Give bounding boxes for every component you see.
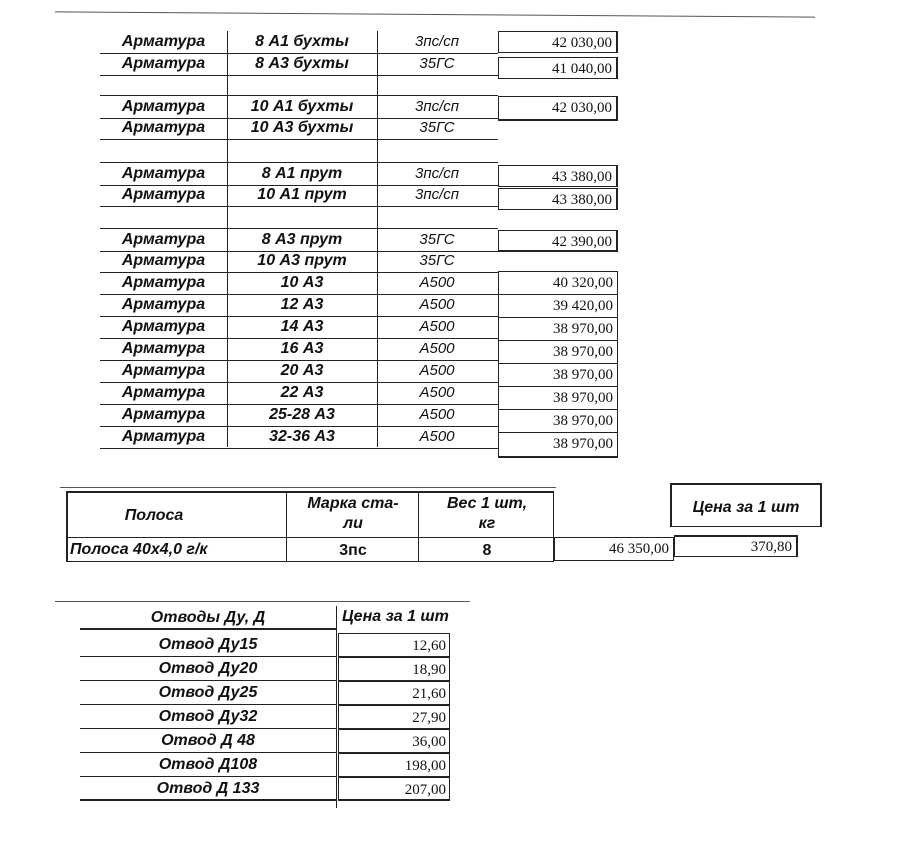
strip-price-total-value: 46 350,00 bbox=[609, 541, 669, 557]
strip-header-grade-line2: ли bbox=[343, 515, 363, 532]
table-row bbox=[100, 95, 498, 119]
elbow-name: Отвод Ду20 bbox=[80, 657, 336, 681]
rebar-price: 38 970,00 bbox=[498, 386, 618, 410]
elbow-name: Отвод Ду25 bbox=[80, 681, 336, 705]
strip-weight: 8 bbox=[482, 542, 492, 559]
rebar-size: 32-36 А3 bbox=[269, 428, 335, 445]
rebar-name: Арматура bbox=[121, 362, 206, 379]
rebar-name: Арматура bbox=[121, 384, 206, 401]
elbow-price: 12,60 bbox=[338, 633, 450, 657]
elbow-name: Отвод Д 48 bbox=[80, 729, 336, 753]
elbow-name: Отвод Ду15 bbox=[80, 633, 336, 657]
table-row bbox=[100, 272, 498, 295]
rebar-name: Арматура bbox=[121, 296, 206, 313]
rebar-size: 8 А3 бухты bbox=[255, 55, 349, 72]
table-row bbox=[100, 228, 498, 252]
rebar-size: 14 А3 bbox=[280, 318, 324, 335]
rebar-grade: А500 bbox=[419, 296, 455, 313]
rebar-size: 20 А3 bbox=[280, 362, 324, 379]
rebar-grade: 3пс/сп bbox=[414, 33, 460, 50]
elbows-header-name: Отводы Ду, Д bbox=[80, 606, 336, 630]
rebar-name: Арматура bbox=[121, 55, 206, 72]
strip-header-price: Цена за 1 шт bbox=[692, 499, 800, 516]
rebar-price: 41 040,00 bbox=[498, 57, 618, 79]
rebar-name: Арматура bbox=[121, 318, 206, 335]
rebar-grade: А500 bbox=[419, 384, 455, 401]
rebar-name: Арматура bbox=[121, 406, 206, 423]
elbows-top-rule bbox=[55, 601, 470, 602]
elbow-price: 27,90 bbox=[338, 705, 450, 729]
table-row bbox=[100, 162, 498, 186]
strip-top-rule bbox=[60, 487, 556, 488]
rebar-name: Арматура bbox=[121, 186, 206, 203]
table-row bbox=[100, 250, 498, 273]
rebar-size: 10 А1 бухты bbox=[250, 98, 354, 115]
rebar-name: Арматура bbox=[121, 340, 206, 357]
rebar-price: 38 970,00 bbox=[498, 363, 618, 387]
rebar-size: 12 А3 bbox=[280, 296, 324, 313]
table-row bbox=[100, 338, 498, 361]
strip-price-unit-value: 370,80 bbox=[750, 539, 792, 555]
strip-header-grade-line1: Марка ста- bbox=[307, 495, 399, 512]
rebar-grade: А500 bbox=[419, 340, 455, 357]
elbow-name: Отвод Ду32 bbox=[80, 705, 336, 729]
table-row bbox=[100, 294, 498, 317]
rebar-name: Арматура bbox=[121, 98, 206, 115]
table-row bbox=[100, 316, 498, 339]
rebar-name: Арматура bbox=[121, 428, 206, 445]
rebar-price: 38 970,00 bbox=[498, 340, 618, 364]
rebar-name: Арматура bbox=[121, 231, 206, 248]
rebar-name: Арматура bbox=[121, 165, 206, 182]
rebar-price: 43 380,00 bbox=[498, 188, 618, 210]
rebar-name: Арматура bbox=[121, 252, 206, 269]
table-row bbox=[100, 404, 498, 427]
rebar-price: 42 030,00 bbox=[498, 96, 618, 121]
table-row bbox=[100, 184, 498, 207]
strip-name: Полоса 40х4,0 г/к bbox=[70, 541, 208, 558]
strip-header-weight-line2: кг bbox=[478, 515, 496, 532]
rebar-size: 8 А1 бухты bbox=[255, 33, 349, 50]
rebar-grade: А500 bbox=[419, 362, 455, 379]
rebar-size: 8 А1 прут bbox=[261, 165, 343, 182]
elbow-price: 198,00 bbox=[338, 753, 450, 777]
rebar-price: 38 970,00 bbox=[498, 317, 618, 341]
rebar-size: 25-28 А3 bbox=[269, 406, 335, 423]
rebar-size: 10 А3 прут bbox=[257, 252, 347, 269]
elbow-price: 18,90 bbox=[338, 657, 450, 681]
elbow-price: 36,00 bbox=[338, 729, 450, 753]
elbow-name: Отвод Д108 bbox=[80, 753, 336, 777]
rebar-grade: А500 bbox=[419, 428, 455, 445]
rebar-grade: 35ГС bbox=[419, 119, 455, 136]
rebar-grade: 35ГС bbox=[419, 231, 455, 248]
elbow-price: 21,60 bbox=[338, 681, 450, 705]
rebar-price: 42 030,00 bbox=[498, 31, 618, 53]
rebar-size: 22 А3 bbox=[280, 384, 324, 401]
rebar-grade: А500 bbox=[419, 274, 455, 291]
rebar-grade: 35ГС bbox=[419, 252, 455, 269]
elbow-name: Отвод Д 133 bbox=[80, 777, 336, 801]
rebar-size: 10 А1 прут bbox=[257, 186, 347, 203]
rebar-size: 10 А3 бухты bbox=[250, 119, 354, 136]
table-row bbox=[100, 53, 498, 76]
rebar-price: 38 970,00 bbox=[498, 432, 618, 458]
scan-edge-top bbox=[55, 11, 815, 17]
rebar-grade: 3пс/сп bbox=[414, 98, 460, 115]
rebar-grade: 35ГС bbox=[419, 55, 455, 72]
strip-header-weight-line1: Вес 1 шт, bbox=[446, 495, 528, 512]
table-row bbox=[100, 117, 498, 140]
rebar-name: Арматура bbox=[121, 274, 206, 291]
rebar-size: 10 А3 bbox=[280, 274, 324, 291]
rebar-name: Арматура bbox=[121, 33, 206, 50]
strip-grade: 3пс bbox=[339, 542, 367, 559]
strip-header-name: Полоса bbox=[124, 507, 184, 524]
rebar-price: 43 380,00 bbox=[498, 165, 618, 187]
rebar-size: 8 А3 прут bbox=[261, 231, 343, 248]
rebar-grade: 3пс/сп bbox=[414, 186, 460, 203]
strip-price-total bbox=[554, 537, 674, 561]
rebar-price: 42 390,00 bbox=[498, 230, 618, 252]
rebar-grade: А500 bbox=[419, 318, 455, 335]
rebar-name: Арматура bbox=[121, 119, 206, 136]
rebar-grade: 3пс/сп bbox=[414, 165, 460, 182]
rebar-size: 16 А3 bbox=[280, 340, 324, 357]
rebar-price: 40 320,00 bbox=[498, 271, 618, 295]
table-row bbox=[100, 426, 498, 449]
rebar-price: 38 970,00 bbox=[498, 409, 618, 433]
elbows-col-divider bbox=[336, 606, 337, 808]
table-row bbox=[100, 360, 498, 383]
rebar-price: 39 420,00 bbox=[498, 294, 618, 318]
table-row bbox=[100, 31, 498, 54]
strip-price-unit bbox=[674, 535, 798, 557]
elbows-header-price: Цена за 1 шт bbox=[342, 608, 449, 625]
elbow-price: 207,00 bbox=[338, 777, 450, 801]
table-row bbox=[100, 382, 498, 405]
rebar-grade: А500 bbox=[419, 406, 455, 423]
